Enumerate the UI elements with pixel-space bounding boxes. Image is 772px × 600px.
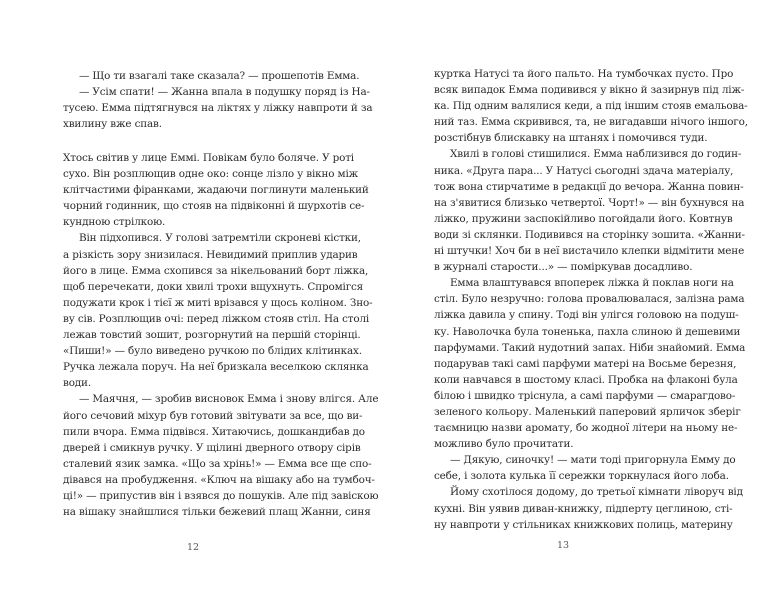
text-line: ліжко, пружини заспокійливо погойдали його. Ковтнув xyxy=(434,212,733,225)
text-line: зеленого кольору. Маленький паперовий ярличок зберіг xyxy=(434,405,741,418)
text-line: Хтось світив у лице Еммі. Повікам було боляче. У роті xyxy=(63,152,354,164)
left-page-text-block-1 xyxy=(63,68,373,132)
text-line: Емма влаштувався впоперек ліжка й поклав ноги на xyxy=(450,277,734,290)
text-line: ні штучки! Хоч би в неї вистачило клепки відмітити мене xyxy=(434,245,745,258)
text-line: ву сів. Розплющив очі: перед ліжком стояв стіл. На столі xyxy=(63,312,370,325)
text-line: — Усім спати! — Жанна впала в подушку поряд із На- xyxy=(79,86,370,99)
text-line: лежав товстий зошит, розгорнутий на першій сторінці. xyxy=(63,329,361,342)
text-line: можливо було прочитати. xyxy=(434,438,574,451)
text-line: на вішаку знайшлися тільки бежевий плащ Жанни, синя xyxy=(63,506,371,519)
right-page xyxy=(386,0,772,600)
text-line: ліжка давила у спину. Тоді він улігся головою на подуш- xyxy=(434,309,739,322)
text-line: білою і швидко тріснула, а самі парфуми — смарагдово- xyxy=(434,389,736,402)
text-line: дівався на пробудження. «Ключ на вішаку або на тумбоч- xyxy=(63,473,375,486)
text-line: ку. Наволочка була тоненька, пахла слиною й дешевими xyxy=(434,325,741,338)
text-line: хвилину вже спав. xyxy=(63,118,162,131)
left-page-text-block-2 xyxy=(63,150,379,520)
text-line: пили вчора. Емма підвівся. Хитаючись, дошкандибав до xyxy=(63,425,365,438)
text-line: Хвилі в голові стишилися. Емма наблизився до годин- xyxy=(450,148,742,161)
text-line: стіл. Було незручно: голова провалювалася, залізна рама xyxy=(434,293,745,306)
text-line: води. xyxy=(63,377,91,390)
text-line: себе, і золота кулька її сережки торкнулася його лоба. xyxy=(434,470,729,483)
text-line: сталевий язик замка. «Що за хрінь!» — Емма все ще спо- xyxy=(63,457,372,470)
text-line: таємницю назви аромату, бо жодної літери на ньому не- xyxy=(434,422,738,435)
text-line: Йому схотілося додому, до третьої кімнати ліворуч від xyxy=(450,486,743,499)
text-line: кундною стрілкою. xyxy=(63,216,166,229)
text-line: коли навчався в шостому класі. Пробка на флаконі була xyxy=(434,373,738,386)
text-line: подарував такі самі парфуми матері на Восьме березня, xyxy=(434,357,737,370)
text-line: сухо. Він розплющив одне око: сонце лізло у вікно між xyxy=(63,168,359,181)
text-line: тож вона стирчатиме в редакції до вечора. Жанна повин- xyxy=(434,180,744,193)
text-line: ці!» — припустив він і взявся до пошуків. Але під завіскою xyxy=(63,489,379,502)
text-line: всяк випадок Емма подивився у вікно й зазирнув під ліж- xyxy=(434,84,745,97)
text-line: — Дякую, синочку! — мати тоді пригорнула Емму до xyxy=(450,454,736,467)
text-line: ний таз. Емма скривився, та, не вигадавши нічого іншого, xyxy=(434,116,748,129)
text-line: подужати крок і тієї ж миті врізався у щось коліном. Зно- xyxy=(63,296,373,309)
text-line: води зі склянки. Подивився на сторінку зошита. «Жанни- xyxy=(434,228,745,241)
right-page-text-block xyxy=(434,66,748,533)
text-line: на з'явитися близько четвертої. Чорт!» — він бухнувся на xyxy=(434,196,745,209)
text-line: — Маячня, — зробив висновок Емма і знову влігся. Але xyxy=(79,393,379,406)
text-line: Ручка лежала поруч. На неї бризкала веселкою склянка xyxy=(63,361,369,374)
text-line: — Що ти взагалі таке сказала? — прошепотів Емма. xyxy=(79,70,360,82)
text-line: ну навпроти у стільниках книжкових полиць, материну xyxy=(434,518,733,531)
text-line: розстібнув блискавку на штанях і помочився туди. xyxy=(434,132,708,145)
text-line: парфумами. Такий нудотний запах. Ніби знайомий. Емма xyxy=(434,341,746,354)
text-line: щоб перечекати, доки хвилі трохи вщухнуть. Спромігся xyxy=(63,280,364,293)
text-line: ка. Під одним валялися кеди, а під іншим стояв емальова- xyxy=(434,100,748,113)
text-line: «Пиши!» — було виведено ручкою по блідих клітинках. xyxy=(63,345,362,358)
text-line: куртка Натусі та його пальто. На тумбочках пусто. Про xyxy=(434,68,734,80)
text-line: Він підхопився. У голові затремтіли скроневі кістки, xyxy=(79,232,361,245)
page-number-left: 12 xyxy=(186,542,200,553)
text-line: його в лице. Емма схопився за нікельований борт ліжка, xyxy=(63,264,369,277)
text-line: а різкість зору знизилася. Невидимий приплив ударив xyxy=(63,248,358,261)
text-line: чорний годинник, що стояв на підвіконні й шурхотів се- xyxy=(63,200,365,213)
text-line: ника. «Друга пара... У Натусі сьогодні здача матеріалу, xyxy=(434,164,734,177)
page-number-right: 13 xyxy=(556,540,570,551)
text-line: його сечовий міхур був готовий звітувати за все, що ви- xyxy=(63,409,363,422)
text-line: дверей і смикнув ручку. У щілині дверного отвору сірів xyxy=(63,441,361,454)
text-line: кухні. Він уявив диван-книжку, підперту цеглиною, сті- xyxy=(434,502,733,515)
text-line: тусею. Емма підтягнувся на ліктях у ліжку навпроти й за xyxy=(63,102,373,115)
text-line: клітчастими фіранками, жадаючи поглинути маленький xyxy=(63,184,369,197)
text-line: в журналі старости...» — поміркував досадливо. xyxy=(434,261,693,274)
